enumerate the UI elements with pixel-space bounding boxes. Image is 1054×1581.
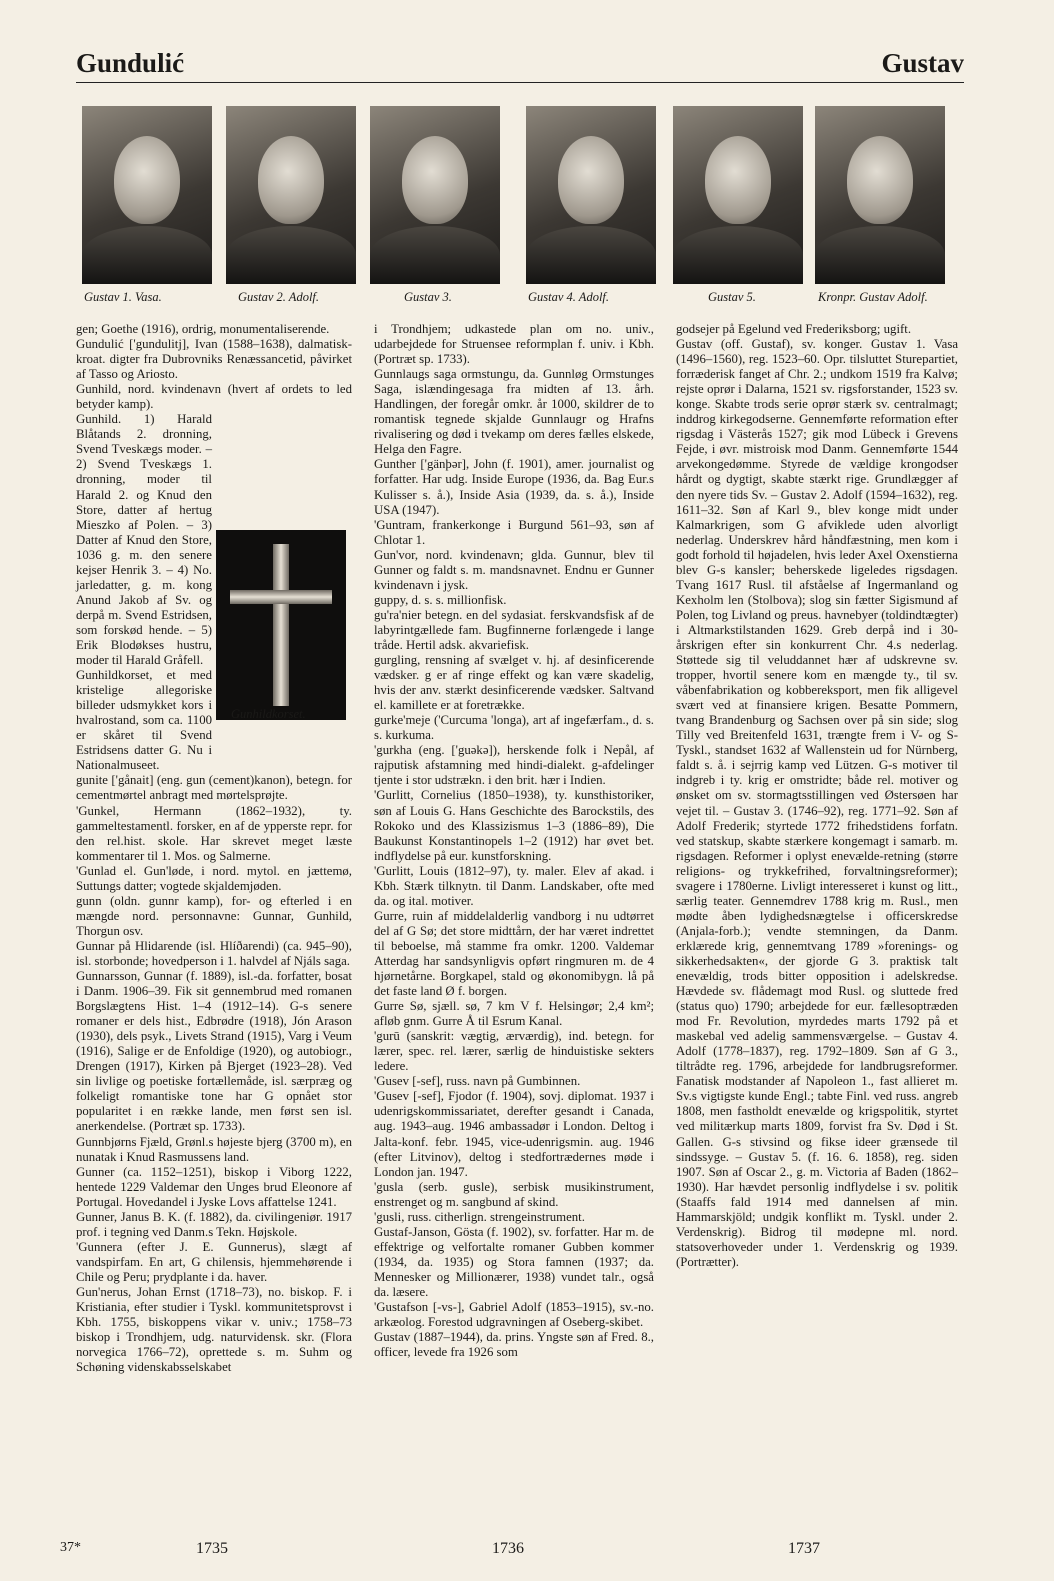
entry-gundulic: Gundulić ['gundulitj], Ivan (1588–1638), dalmatisk-kroat. digter fra Dubrovniks Renæssancetid, påvirket af Tasso og Ariosto.: [76, 337, 352, 382]
entry-guppy: guppy, d. s. s. millionfisk.: [374, 592, 507, 607]
entry-gunnarsson: Gunnarsson, Gunnar (f. 1889), isl.-da. forfatter, bosat i Danm. 1906–39. Fik sit gennembrud med romanen Borgslægtens Hist. 1–4 (1912–14). G-s senere romaner er dels hist., Edbrødre (1918), Jón Arason (1930), dels psyk., Livets Strand (1915), Varg i Veum (1916), Salige er de Enfoldige (1920), og autobiogr., Drengen (1917), Kirken på Bjerget (1923–28). Ved sin livlige og poetiske fortællemåde, isl. særpræg og folkeligt romantiske tone har G opnået stor popularitet i en række lande, men først sen isl. anerkendelse. (Portræt sp. 1733).: [76, 969, 352, 1134]
entry-gunvor: Gun'vor, nord. kvindenavn; glda. Gunnur, blev til Gunner og faldt s. m. mandsnavnet. Endnu er Gunner kvindenavn i jysk.: [374, 547, 654, 592]
caption-gustav-4: Gustav 4. Adolf.: [528, 290, 610, 304]
page-number-2: 1736: [492, 1540, 524, 1557]
entry-gunite: gunite ['gånait] (eng. gun (cement)kanon), betegn. for cementmørtel anbragt med mørtelsprøjte.: [76, 773, 352, 803]
entry-gurre: Gurre, ruin af middelalderlig vandborg i nu udtørret del af G Sø; det store midttårn, der har været indrettet til beboelse, må stamme fra omkr. 1200. Valdemar Atterdag har sandsynligvis opført ringmuren m. de 4 hjørnetårne. Borgkapel, stald og økonomibygn. lå på det faste land Ø f. borgen.: [374, 908, 654, 999]
entry-gunhild-name: Gunhild, nord. kvindenavn (hvert af ordets to led betyder kamp).: [76, 382, 352, 412]
portrait-gustav-4: [526, 106, 656, 284]
entry-gurkha: 'gurkha (eng. ['guəkə]), herskende folk i Nepål, af rajputisk afstamning med hindi-dialekt. g-afdelinger tjente i stor udstrækn. i den brit. hær i Indien.: [374, 743, 654, 788]
entry-gunlad: 'Gunlad el. Gun'løde, i nord. mytol. en jættemø, Suttungs datter; vogtede skjaldemjøden.: [76, 863, 352, 893]
portrait-gustav-5: [673, 106, 803, 284]
entry: i Trondhjem; udkastede plan om no. univ., udarbejdede for Struensee reformplan f. univ. i Kbh. (Portræt sp. 1733).: [374, 322, 654, 367]
column-2: [374, 322, 654, 1360]
portrait-kronprins: [815, 106, 945, 284]
entry-gustav-prins: Gustav (1887–1944), da. prins. Yngste søn af Fred. 8., officer, levede fra 1926 som: [374, 1330, 654, 1360]
entry-gurkemeje: gurke'meje ('Curcuma 'longa), art af ingefærfam., d. s. s. kurkuma.: [374, 713, 654, 743]
entry-guranier: gu'ra'nier betegn. en del sydasiat. ferskvandsfisk af de labyrintgællede fam. Bugfinnerne forlængede i lange tråde. Hertil adsk. akvariefisk.: [374, 607, 654, 652]
portrait-gustav-1: [82, 106, 212, 284]
portrait-gustav-3: [370, 106, 500, 284]
running-head-right: Gustav: [881, 48, 964, 78]
header-rule: [76, 82, 964, 83]
entry-gusev-fjodor: 'Gusev [-sef], Fjodor (f. 1904), sovj. diplomat. 1937 i udenrigskommissariatet, derefter gesandt i Canada, aug. 1943–aug. 1946 ambassadør i London. Deltog i Jalta-konf. febr. 1945, vice-udenrigsmin. aug. 1946 (efter Litvinov), deltog i stedfortrædernes møde i London jan. 1947.: [374, 1089, 654, 1179]
gunhildkorset-image: [216, 530, 346, 720]
entry-gustav-konger: Gustav (off. Gustaf), sv. konger. Gustav 1. Vasa (1496–1560), reg. 1523–60. Opr. tilsluttet Sturepartiet, forræderisk fanget af Chr. 2.; undkom 1519 fra Kalvø; rejste oprør i Dalarna, 1521 sv. rigsforstander, 1523 sv. konge. Skabte trods serie oprør stærk sv. centralmagt; inddrog kirkegodserne. Gennemførte reformation efter rigsdag i Västerås 1527; gik mod Lübeck i Grevens Fejde, i øvr. mistroisk mod Danm. Gennemførte 1544 arvekongedømme. Styrede de vældige krongodser hårdt og dygtigt, skabte stærkt rige. Grundlægger af den nyere tids Sv. – Gustav 2. Adolf (1594–1632), reg. 1611–32. Søn af Karl 9., blev konge midt under Kalmarkrigen, som G afviklede uden alvorligt nederlag. Underskrev hård håndfæstning, men kom i godt forhold til højadelen, hvis leder Axel Oxenstierna blev G-s kansler; beherskede ligeledes rigsdagen. Tvang 1617 Rusl. til afståelse af Ingermanland og Kexholm len (Stolbova); slog sin fætter Sigismund af Polen, tog Livland og preus. havnebyer (toldindtægter) i Altmarkstilstanden 1629. Greb derpå ind i 30-årskrigen efter sin konkurrent Chr. 4.s nederlag. Støttede sig til veluddannet hær af udskrevne sv. tropper, hvortil senere kom en mængde ty., til sv. våbenfabrikation og kobbereksport, men fik alligevel svært ved at finansiere krigen. Besatte Pommern, tvang Brandenburg og Sachsen over på sin side; slog Tilly ved Breitenfeld 1631, trængte frem i V- og S-Tyskl., standset 1632 af Wallenstein ud for Nürnberg, faldt s. å. i sejrrig kamp ved Lützen. G-s motiver til indgreb i ty. krig er omstridte; både rel. motiver og ønsket om sv. stormagtsstillingen ved Østersøen har vejet til. – Gustav 3. (1746–92), reg. 1771–92. Søn af Adolf Frederik; styrtede 1772 frihedstidens forfatn. ved statskup, skabte stærkere kongemagt i samarb. m. rigsdagen. Reformer i oplyst enevælde-retning (større religions- og trykkefrihed, forvaltningsreformer); svagere i 1780erne. Livligt interesseret i kunst og litt., særlig teater. Gennemdrev 1788 krig m. Rusl., men mødte åben lydighedsnægtelse i officerskredse (Anjala-forb.); vendte stemningen, da Danm. erklærede krig, gennemtvang 1789 »forenings- og sikkerhedsakten«, der gjorde G 3. praktisk talt enevældig, trods bitter opposition i adelskredse. Hævdede sv. flådemagt mod Rusl. og sluttede fred (status quo) 1790; arbejdede for eur. fællesoptræden mod Fr. Revolution, myrdedes marts 1792 på et maskebal ved adelig sammensværgelse. – Gustav 4. Adolf (1778–1837), reg. 1792–1809. Søn af G 3., tiltrådte reg. 1796, arbejdede for landbrugsreformer. Fanatisk modstander af Napoleon 1., fast allieret m. Sv.s vigtigste kunde Engl.; tabte Finl. ved russ. angreb 1808, men fastholdt enevælde og krigspolitik, styrtet ved militærkup marts 1809, forvist fra Sv. Død i St. Gallen. G-s stivsind og fikse ideer grænsede til sindssyge. – Gustav 5. (f. 16. 6. 1858), reg. siden 1907. Søn af Oscar 2., g. m. Victoria af Baden (1862–1930). Har hævdet personlig indflydelse i sv. politik (Staaffs fald 1914 med dannelsen af min. Hammarskjöld; undgik konflikt m. Tyskl. under 2. Verdenskrig). Bidrog til mødерne ml. nord. statsoverhoveder under 1. Verdenskrig og 1939. (Portrætter).: [676, 337, 958, 1269]
entry-gunner-bishop: Gunner (ca. 1152–1251), biskop i Viborg 1222, hentede 1229 Valdemar den Unges brud Eleonore af Portugal. Hovedandel i Jyske Lovs affattelse 1241.: [76, 1164, 352, 1209]
page-number-3: 1737: [788, 1540, 820, 1557]
entry-gunner-janus: Gunner, Janus B. K. (f. 1882), da. civilingeniør. 1917 prof. i tegning ved Danm.s Tekn. Højskole.: [76, 1209, 352, 1239]
entry-gunkel: 'Gunkel, Hermann (1862–1932), ty. gammeltestamentl. forsker, en af de ypperste repr. for den rel.hist. skole. Har skrevet meget læste kommentarer til 1. Mos. og Salmerne.: [76, 803, 352, 863]
caption-gustav-2: Gustav 2. Adolf.: [238, 290, 320, 304]
gunhildkorset-caption: Gunhildkorset.: [231, 707, 306, 721]
entry-guntram: 'Guntram, frankerkonge i Burgund 561–93, søn af Chlotar 1.: [374, 517, 654, 547]
entry-gunther: Gunther ['gänþər], John (f. 1901), amer. journalist og forfatter. Har udg. Inside Europe (1936, da. Bag Eur.s Kulisser s. å.), Inside Asia (1939, da. s. å.), Inside USA (1947).: [374, 457, 654, 517]
caption-gustav-3: Gustav 3.: [404, 290, 452, 304]
caption-gustav-5: Gustav 5.: [708, 290, 756, 304]
column-1: [76, 322, 352, 1375]
signature-mark: 37*: [60, 1540, 81, 1555]
portrait-gustav-2: [226, 106, 356, 284]
entry-gurlitt-cornelius: 'Gurlitt, Cornelius (1850–1938), ty. kunsthistoriker, søn af Louis G. Hans Geschichte des Barockstils, des Rokoko und des Klassizismus 1–3 (1886–89), Die Baukunst Konstantinopels 1–2 (1912) har øvet bet. indflydelse på eur. kunstforskning.: [374, 788, 654, 863]
entry-gurre-so: Gurre Sø, sjæll. sø, 7 km V f. Helsingør; 2,4 km²; afløb gnm. Gurre Å til Esrum Kanal.: [374, 999, 654, 1029]
caption-gustav-1: Gustav 1. Vasa.: [84, 290, 162, 304]
entry-gustafson: 'Gustafson [-vs-], Gabriel Adolf (1853–1915), sv.-no. arkæolog. Forestod udgravningen af Oseberg-skibet.: [374, 1300, 654, 1330]
page-number-1: 1735: [196, 1540, 228, 1557]
entry-gunnerus: Gun'nerus, Johan Ernst (1718–73), no. biskop. F. i Kristiania, efter studier i Tyskl. kommunitetsprovst i Kbh. 1755, biskoppens vikar v. univ.; 1758–73 biskop i Trondhjem, udg. naturvidensk. skr. (Flora norvegica 1766–72), oprettede s. m. Suhm og Schøning videnskabsselskabet: [76, 1285, 352, 1375]
entry-gunn: gunn (oldn. gunnr kamp), for- og efterled i en mængde nord. personnavne: Gunnar, Gunhild, Thorgun osv.: [76, 893, 352, 938]
entry: gen; Goethe (1916), ordrig, monumentaliserende.: [76, 322, 330, 336]
entry-gunnera: 'Gunnera (efter J. E. Gunnerus), slægt af vandspirfam. En art, G chilensis, hjemmehørende i Chile og Peru; prydplante i da. haver.: [76, 1239, 352, 1284]
entry-gunhildkorset: Gunhildkorset, et med kristelige allegoriske billeder udsmykket kors i hvalrostand, som ca. 1100 er skåret til Svend Estridsens datter G. Nu i Nationalmuseet.: [76, 668, 212, 773]
running-head-left: Gundulić: [76, 48, 185, 78]
entry-gunnar-hlidarende: Gunnar på Hlidarende (isl. Hlíðarendi) (ca. 945–90), isl. storbonde; hovedperson i 1. halvdel af Njáls saga.: [76, 938, 352, 968]
entry: godsejer på Egelund ved Frederiksborg; ugift.: [676, 322, 912, 336]
entry-gunnlaugs-saga: Gunnlaugs saga ormstungu, da. Gunnløg Ormstunges Saga, islændingesaga fra midten af 13. årh. Handlingen, der foregår omkr. år 1000, skildrer de to romantisk tegnede skjalde Gunnlaugr og Hrafns rivalisering og død i tvekamp om deres fælles elskede, Helga den Fagre.: [374, 367, 654, 457]
entry-guru: 'gurū (sanskrit: vægtig, ærværdig), ind. betegn. for lærer, spec. rel. lærer, særlig de hinduistiske sekters ledere.: [374, 1029, 654, 1074]
entry-gusla: 'gusla (serb. gusle), serbisk musikinstrument, enstrenget og m. sangbund af skind.: [374, 1179, 654, 1209]
entry-gusli: 'gusli, russ. citherlign. strengeinstrument.: [374, 1209, 585, 1224]
entry-gurlitt-louis: 'Gurlitt, Louis (1812–97), ty. maler. Elev af akad. i Kbh. Stærk tilknytn. til Danm. Landskaber, ofte med da. og ital. motiver.: [374, 863, 654, 908]
entry-gurgling: gurgling, rensning af svælget v. hj. af desinficerende vædsker. g er af ringe effekt og kan være skadelig, hvis der anv. stærkt desinficerende vædsker. Saltvand el. kamillete er at foretrække.: [374, 653, 654, 713]
caption-kronprins: Kronpr. Gustav Adolf.: [818, 290, 928, 304]
entry-gunhild: Gunhild. 1) Harald Blåtands 2. dronning, Svend Tveskægs moder. – 2) Svend Tveskægs 1. dronning, moder til Harald 2. og Knud den Store, datter af hertug Mieszko af Polen. – 3) Datter af Knud den Store, 1036 g. m. den senere kejser Henrik 3. – 4) No. jarledatter, g. m. kong Anund Jakob af Sv. og derpå m. Svend Estridsen, som forskød hende. – 5) Erik Blodøkses hustru, moder til Harald Gråfell.: [76, 412, 212, 668]
entry-gunnbjorns-fjaeld: Gunnbjørns Fjæld, Grønl.s højeste bjerg (3700 m), en nunatak i Knud Rasmussens land.: [76, 1134, 352, 1164]
column-3: [676, 322, 958, 1270]
entry-gusev-place: 'Gusev [-sef], russ. navn på Gumbinnen.: [374, 1074, 581, 1089]
entry-gustaf-janson: Gustaf-Janson, Gösta (f. 1902), sv. forfatter. Har m. de effektrige og velfortalte romaner Gubben kommer (1934, da. 1935) og Stora famnen (1937; da. Mennesker og Millionærer, 1938) vundet talr., også da. læsere.: [374, 1224, 654, 1299]
